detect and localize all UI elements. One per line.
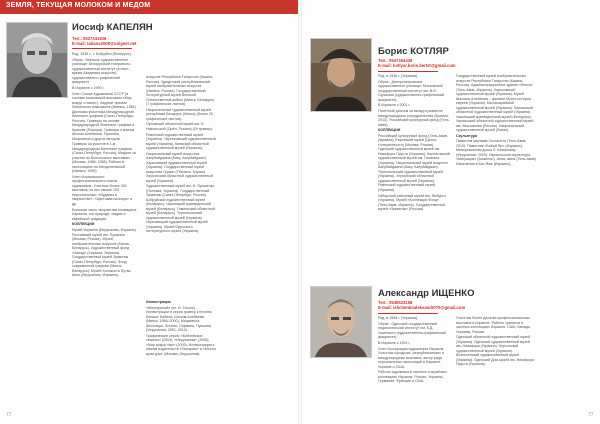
artist-bio-column-1	[378, 316, 450, 406]
artist-bio-column-1	[378, 74, 450, 274]
bio-paragraph: Гравюры за участие в 1-м Международном Биеннале графики (Санкт-Петербург, Россия), Медали за участие во Всесоюзных выставках (Москва, 1986; 1988). Работы в экспозициях на Менделеевской (Ижевск, 1990).	[72, 142, 136, 174]
section-heading-collections: КОЛЛЕКЦИИ	[378, 128, 401, 133]
artist-photo-kotlyar	[310, 38, 372, 112]
page-number-left: 77	[6, 412, 12, 418]
artist-phone-kapelyan: Тел.: 0527341926	[72, 36, 107, 41]
bio-paragraph: «Жемчужный» (кн. И. Гоголь). Иллюстрации и серии гравюр к песням Бялика, Бабеля, Шолом-Алейхема (Минск, 1988–2000), Мицкевича, Шекспира, Эсхила, Гофмана, Пушкина (Иерусалим, 2001–2010).	[146, 305, 212, 333]
bio-paragraph: Образ.: Минское художественное училище; Белорусский театрально-художественный институт (в насл. время Академия искусств), художественно-графический факультет.	[72, 57, 132, 85]
bio-paragraph: Род. в 1958 г. (Украина).	[378, 316, 419, 320]
artist-bio-column-2	[456, 74, 536, 274]
artist-name-kotlyar: Борис КОТЛЯР	[378, 46, 449, 57]
bio-paragraph: Почётный диплом за вклад в развитие международного сотрудничества (Кремль, 2013). Российский культурный фонд (Тель-Авив).	[378, 109, 450, 127]
artist-bio-column-3	[146, 300, 216, 380]
bio-paragraph: Национальный художественный музей республики Беларусь (Минск) (более 20 графических листов).	[146, 107, 213, 121]
bio-paragraph: искусств Республики Татарстан (Казань, Россия). Удмуртский республиканский музей изобразительных искусств (Ижевск, Россия). Государственный Литературный музей Великой Отечественной войны (Минск, Беларусь) (7 графических листов).	[146, 75, 215, 106]
bio-paragraph: Одесский областной художественный музей (Украина). Одесский художественный музей им. Никифора (Украина). Херсонский художественный музей (Украина). Вознесенский художественный музей (Украина). Одесский Дом-музей им. Никифора Пруста (Украина).	[456, 335, 534, 367]
bio-paragraph: В Израиле с 1990 г.	[72, 85, 105, 90]
artist-name-ishchenko: Александр ИЩЕНКО	[378, 288, 475, 299]
bio-paragraph: Большая часть творчества посвящена Израилю, его природе, людям и еврейской традиции.	[72, 207, 137, 221]
bio-paragraph: Графические серии: «Библейские сюжеты» (2003), «Иерусалим» (2005), «Мир вокруг нас» (2009). Иллюстрации к книгам издательств «Гешарим» и «Мосты культуры» (Москва, Иерусалим).	[146, 333, 216, 356]
artist-photo-kapelyan	[6, 22, 68, 98]
section-title: ЗЕМЛЯ, ТЕКУЩАЯ МОЛОКОМ И МЕДОМ	[6, 2, 151, 9]
bio-paragraph: Музей Израиля (Иерусалим, Израиль). Российский музей им. Пушкина (Москва, Россия). Музей изобразительных искусств (Минск, Беларусь). Художественный фонд «Запад» (Харьков, Украина). Государственный музей Эрмитаж (Санкт-Петербург, Россия). Фонд современной графики (Минск, Беларусь). Музей Холокоста Яд ва-Шем (Иерусалим, Израиль).	[72, 228, 137, 277]
bio-paragraph: Художественный музей им. Н. Ярошенко (Полтава, Украина). Государственный Эрмитаж (Санкт-Петербург, Россия). Бобруйский художественный музей (Беларусь). Чашницкий краеведческий музей (Беларусь). Гомельский областной музей (Беларусь). Тернопольский художественный музей (Украина). Черновицкий художественный музей (Украина). Музей Одесского литературного музея (Украина).	[146, 184, 215, 234]
bio-paragraph: Российский культурный фонд (Тель-Авив, Израиль). Еврейский музей (Центр толерантности) (Москва, Россия). Одесский художественный музей им. Никифора Пруста (Украина). Черниговский художественный музей им. Галагана (Украина). Национальный музей искусств Азербайджана (Баку, Азербайджан). Тернопольский художественный музей (Украина). Херсонский областной художественный музей (Украина). Ровенский художественный музей (Украина).	[378, 133, 450, 192]
bio-paragraph: Член Союза художников СССР (в составе московской выставки «Мир вокруг и сами»). Лауреат премии Ленинского комсомола (Ижевск, 1981). Дипломы участника Международной биеннале графики (Санкт-Петербург, Россия). Гравюры на основе Международной биеннале графики в Кракове (Польша). Гравюры к книгам Шолом-Алейхема, Пушкина, Мицкевича и других авторов.	[72, 91, 137, 141]
artist-phone-kotlyar: Тел.: 0547464449	[378, 58, 413, 63]
bio-paragraph: Род. 1936 г., г. Бобруйск (Беларусь).	[72, 52, 132, 56]
artist-bio-column-1	[72, 52, 138, 387]
bio-paragraph: Участник более десятка профессиональных выставок в Израиле. Работы хранятся в частных коллекциях Израиля, США, Канады, Украины, России.	[456, 316, 532, 334]
bio-paragraph: Национальный музей искусства Азербайджана (Баку, Азербайджан). Харьковский художественный музей (Украина). Государственный музей искусства Грузии (Тбилиси, Грузия). Херсонский областной художественный музей (Украина).	[146, 151, 213, 183]
artist-bio-column-2	[456, 316, 536, 406]
bio-paragraph: Член Ассоциации художников Израиля. Участник городских, республиканских и международных выставок, автор ряда персональных экспозиций в Израиле, Украине и США.	[378, 346, 445, 369]
bio-paragraph: Образ.: Днепропетровское художественное училище; Московский государственный институт им. В.И. Сурикова (художественно-графический факультет).	[378, 79, 444, 102]
bio-paragraph: Орловский областной музей им. Н. Никольской (Орёл, Россия) (29 гравюр).	[146, 122, 213, 131]
bio-paragraph: Член Израильского профессионального союза художников. Участник более 300 выставок, из них свыше 100 персональных: «Иудаика в творчестве», «Цветовая палитра» и др.	[72, 174, 133, 206]
divider-rule	[72, 48, 132, 49]
page-number-right: 77	[588, 412, 594, 418]
bio-paragraph: Образ.: Одесский государственный педагогический институт им. К.Д. Ушинского (художественно-графический факультет).	[378, 321, 446, 340]
artist-email-ishchenko[interactable]: E-mail: ishchenkoaleksandr070@gmail.com	[378, 305, 466, 311]
section-heading-illustrations: Иллюстрации	[146, 300, 171, 304]
artist-contact-kotlyar	[378, 58, 456, 69]
artist-name-kapelyan: Иосиф КАПЕЛЯН	[72, 22, 153, 33]
artist-contact-kapelyan	[72, 36, 136, 47]
bio-paragraph: Род. в 1936 г. (Украина).	[378, 74, 419, 78]
section-heading-sculpture: Скульптура	[456, 133, 478, 138]
section-heading-collections: КОЛЛЕКЦИИ	[72, 222, 95, 227]
divider-rule	[378, 71, 438, 72]
artist-email-kapelyan[interactable]: E-mail: tatiana2008@unigest.net	[72, 41, 137, 47]
bio-paragraph: В Израиле с 2001 г.	[378, 103, 411, 108]
bio-paragraph: В Израиле с 1991 г.	[378, 340, 411, 345]
artist-photo-ishchenko	[310, 286, 372, 358]
page-gutter	[298, 0, 302, 424]
artist-phone-ishchenko: Тел.: 0545523158	[378, 300, 413, 305]
bio-paragraph: Работы художника в частных и музейных коллекциях Израиля, России, Украины, Германии, Франции и США.	[378, 370, 447, 384]
divider-rule	[378, 313, 438, 314]
bio-paragraph: Изборский районный музей им. Ямбурга (Украина). Музей «Коллекции Фонд» (Тель-Авив, Израиль). Государственный музей «Эрмитаж» (Россия).	[378, 193, 446, 212]
bio-paragraph: Государственный музей изобразительных искусств Республики Татарстан (Казань, Россия). Администрационное здание «Кнеса» (Тель-Авив, Израиль). Харьковский художественный музей (Украина). Музей Шалома-Алейхема – филиал Музея истории евреев (Украина). Бахчисарайский художественный музей (Украина). Черкасский областной художественный музей (Украина). Чашницкий краеведческий музей (Беларусь). Черкасский областной художественный музей им. Мысожкова (Россия). Национальный художественный музей (Ливан).	[456, 74, 534, 132]
bio-paragraph: Ровенский художественный музей (Украина). Черниговский художественный музей (Украина). Киевский областной художественный музей (Украина).	[146, 132, 216, 151]
artist-email-kotlyar[interactable]: E-mail: kotlyar.boris.bertst@gmail.com	[378, 63, 456, 69]
bio-paragraph: Памятник жертвам Холокоста (Тель-Авив, 2010). Памятник «Бабий Яр» (Израиль). Мемориальная доска Л. Бекерману (Иерусалим, 2009). Израильская скульптура «Миграция» (Ашкелон). Анна, жена (Тель-Авив) Изменения в Бат-Яме (Израиль).	[456, 139, 536, 166]
artist-contact-ishchenko	[378, 300, 465, 311]
section-header	[0, 0, 298, 14]
